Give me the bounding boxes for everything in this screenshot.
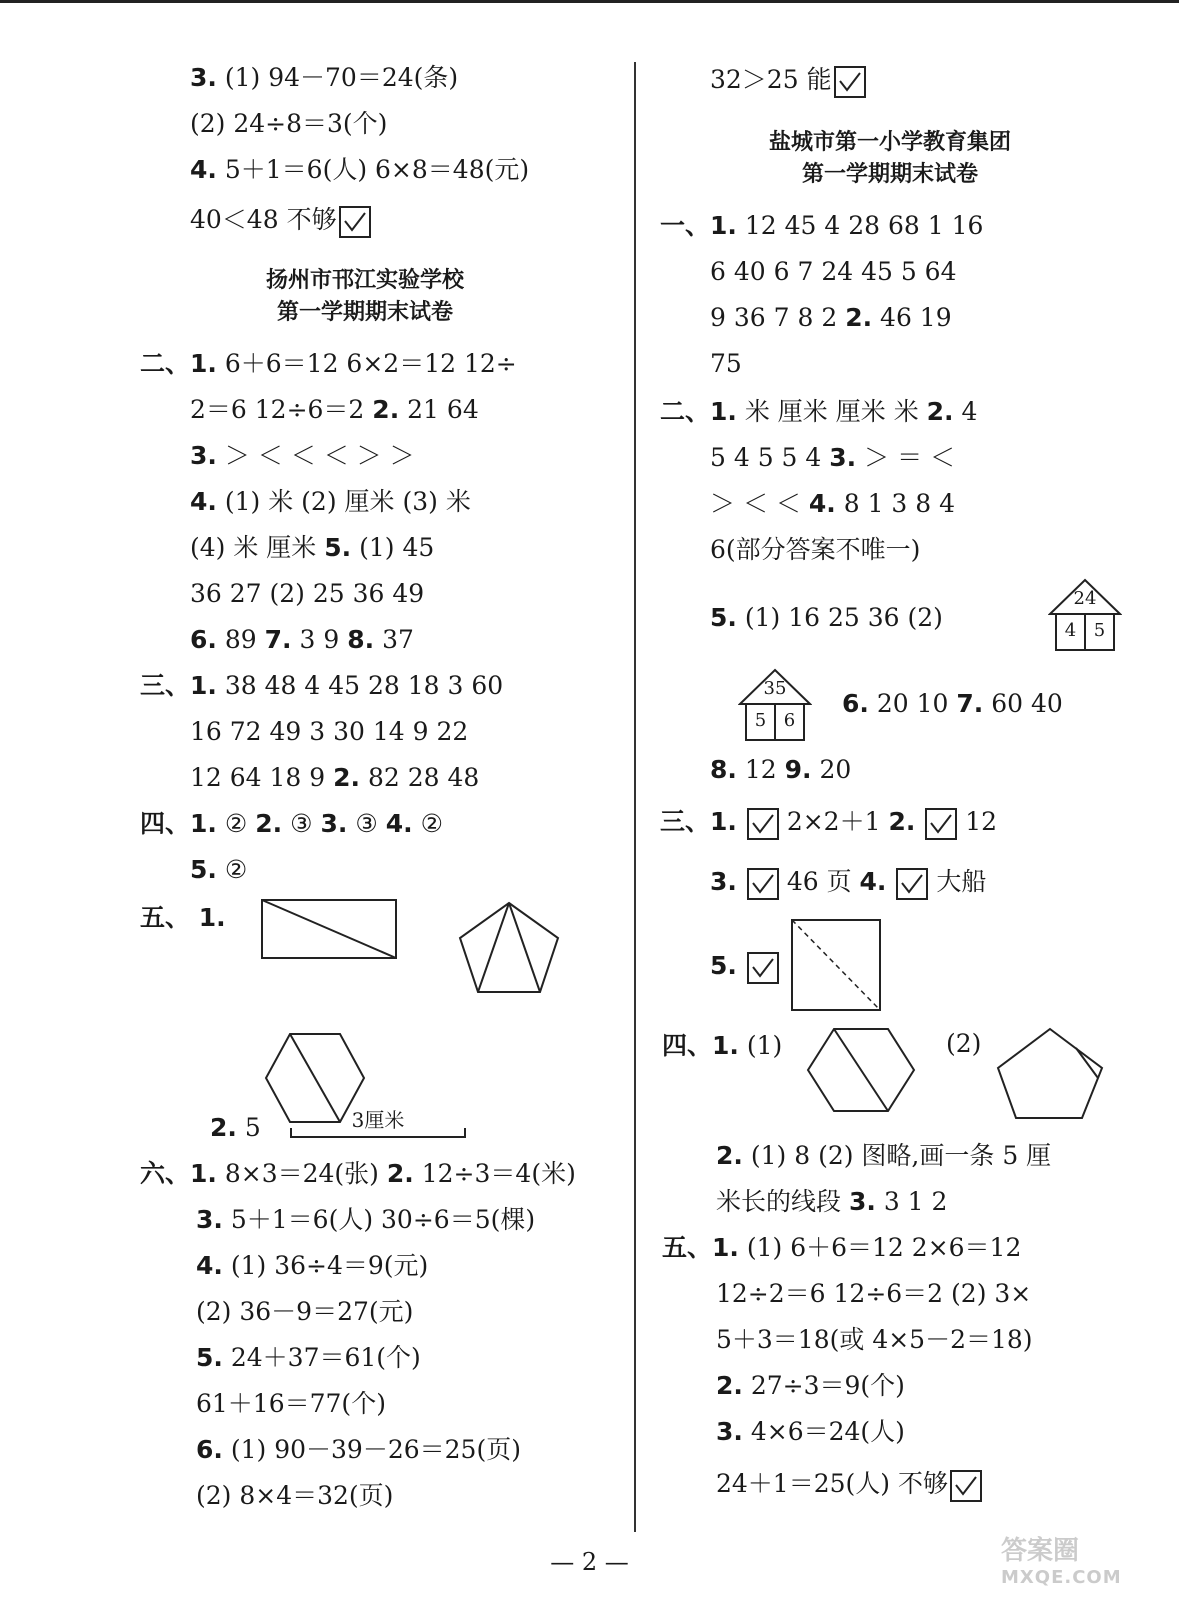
answer-line: ＞ ＜ ＜ 4. 8 1 3 8 4 [710,489,956,518]
answer-line: (4) 米 厘米 5. (1) 45 [190,533,435,562]
answer-line: 3. ＞ ＜ ＜ ＜ ＞ ＞ [190,441,415,470]
section-subtitle: 第一学期期末试卷 [276,300,453,325]
answer-line: 5. 24＋37＝61(个) [196,1343,421,1372]
answer-line: 9 36 7 8 2 2. 46 19 [710,303,952,332]
answer-line: 6. 20 10 7. 60 40 [842,689,1063,718]
answer-line: 6 40 6 7 24 45 5 64 [710,257,957,286]
answer-line: 2＝6 12÷6＝2 2. 21 64 [190,395,479,424]
answer-line: 三、1. 2×2＋1 2. 12 [660,806,997,840]
answer-line: (2) 24÷8＝3(个) [190,109,388,138]
answer-line: 四、1. (1) [662,1031,783,1060]
answer-line: 5. [710,950,779,984]
answer-line: 2. 27÷3＝9(个) [716,1371,905,1400]
answer-line: 2. (1) 8 (2) 图略,画一条 5 厘 [716,1141,1052,1170]
check-box [747,868,779,900]
check-box [950,1470,982,1502]
answer-line: 3. 46 页 4. 大船 [710,866,986,900]
pentagon-figure [994,1026,1106,1122]
hexagon-figure [804,1026,918,1114]
answer-line: 5＋3＝18(或 4×5－2＝18) [716,1325,1033,1354]
number-house: 24 4 5 [1048,578,1122,652]
answer-line: 3. (1) 94－70＝24(条) [190,63,459,92]
page-number: — 2 — [550,1548,629,1576]
answer-line: 32＞25 能 [710,64,866,98]
answer-line: 三、1. 38 48 4 45 28 18 3 60 [140,671,504,700]
answer-line: 4. (1) 36÷4＝9(元) [196,1251,429,1280]
answer-line: (2) 8×4＝32(页) [196,1481,394,1510]
answer-line: 12÷2＝6 12÷6＝2 (2) 3× [716,1279,1032,1308]
check-box [925,808,957,840]
answer-line: 6. (1) 90－39－26＝25(页) [196,1435,521,1464]
answer-line: 二、1. 6＋6＝12 6×2＝12 12÷ [140,349,517,378]
answer-line: 4. 5＋1＝6(人) 6×8＝48(元) [190,155,530,184]
answer-line: 12 64 18 9 2. 82 28 48 [190,763,480,792]
answer-line: 24＋1＝25(人) 不够 [716,1468,982,1502]
column-divider [634,62,636,1532]
answer-line: 五、1. (1) 6＋6＝12 2×6＝12 [662,1233,1022,1262]
square-figure [790,918,882,1012]
section-subtitle: 第一学期期末试卷 [801,162,978,187]
check-box [834,66,866,98]
answer-line: 61＋16＝77(个) [196,1389,386,1418]
watermark-logo: 答案圈 MXQE.COM [1001,1536,1122,1588]
answer-line: 4. (1) 米 (2) 厘米 (3) 米 [190,487,471,516]
section-title: 盐城市第一小学教育集团 [768,130,1011,155]
top-rule [0,0,1179,3]
answer-line: 6(部分答案不唯一) [710,535,921,564]
pentagon-figure [456,900,562,996]
answer-line: 3. 4×6＝24(人) [716,1417,905,1446]
answer-line: 二、1. 米 厘米 厘米 米 2. 4 [660,397,978,426]
answer-line: 8. 12 9. 20 [710,755,852,784]
segment-label: 3厘米 [351,1108,405,1132]
answer-line: 五、 1. [140,903,226,932]
check-box [896,868,928,900]
answer-line: 5 4 5 5 4 3. ＞ ＝ ＜ [710,443,956,472]
number-house: 35 5 6 [738,668,812,742]
answer-line: 2. 5 [210,1113,261,1142]
check-box [747,808,779,840]
line-segment [290,1104,466,1140]
answer-line: 六、1. 8×3＝24(张) 2. 12÷3＝4(米) [140,1159,576,1188]
answer-line: 米长的线段 3. 3 1 2 [716,1187,948,1216]
answer-line: 75 [710,349,742,378]
answer-line: 一、1. 12 45 4 28 68 1 16 [660,211,984,240]
answer-line: (2) [946,1029,982,1058]
answer-line: 5. ② [190,855,248,884]
check-box [747,952,779,984]
answer-line: 6. 89 7. 3 9 8. 37 [190,625,414,654]
answer-line: 40＜48 不够 [190,204,371,238]
section-title: 扬州市邗江实验学校 [265,268,464,293]
answer-line: 四、1. ② 2. ③ 3. ③ 4. ② [140,809,443,838]
check-box [339,206,371,238]
answer-line: 5. (1) 16 25 36 (2) [710,603,943,632]
answer-line: 16 72 49 3 30 14 9 22 [190,717,469,746]
answer-line: 36 27 (2) 25 36 49 [190,579,425,608]
answer-line: 3. 5＋1＝6(人) 30÷6＝5(棵) [196,1205,536,1234]
answer-line: (2) 36－9＝27(元) [196,1297,414,1326]
rectangle-figure [260,898,400,962]
